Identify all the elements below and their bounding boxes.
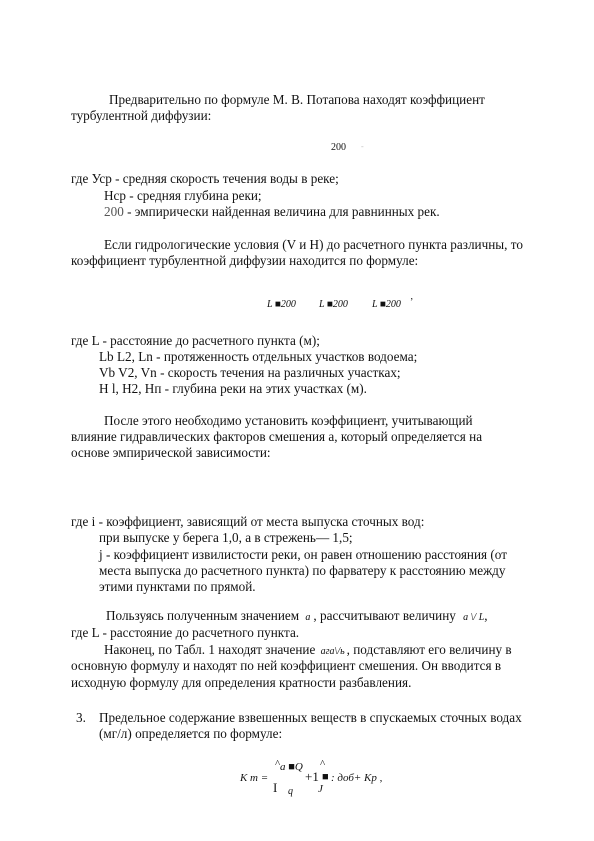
defs2-line-2: Lb L2, Ln - протяженность отдельных участков водоема;	[99, 349, 418, 364]
defs2-line-3: Vb V2, Vn - скорость течения на различных участках;	[99, 365, 401, 380]
para3-line-2: влияние гидравлических факторов смешения а, который определяется на	[71, 429, 483, 444]
defs3-line-1: где i - коэффициент, зависящий от места выпуска сточных вод:	[71, 514, 425, 529]
intro-line-2: турбулентной диффузии:	[71, 108, 212, 123]
para4-line-2: где L - расстояние до расчетного пункта.	[71, 625, 300, 640]
formula-1-value: 200	[331, 142, 346, 153]
formula-3-mid: +1	[305, 769, 319, 784]
item3-line-1: Предельное содержание взвешенных веществ в спускаемых сточных водах	[99, 710, 522, 725]
intro-line-1: Предварительно по формуле М. В. Потапова находят коэффициент	[109, 92, 485, 107]
defs1-line-2: Нср - средняя глубина реки;	[104, 188, 262, 203]
para3-line-3: основе эмпирической зависимости:	[71, 445, 271, 460]
formula-1-mark: -	[361, 142, 364, 151]
formula-3-bottom-q: q	[288, 786, 293, 797]
para2-line-1: Если гидрологические условия (V и Н) до расчетного пункта различны, то	[104, 237, 523, 252]
defs1-line-1: где Уср - средняя скорость течения воды в реке;	[71, 171, 339, 186]
formula-3-caret-1: ^	[275, 758, 281, 770]
formula-2-term-2: L ■200	[319, 299, 348, 310]
para2-line-2: коэффициент турбулентной диффузии находится по формуле:	[71, 253, 419, 268]
defs1-line-3-text: - эмпирически найденная величина для равнинных рек.	[123, 204, 440, 219]
para4-line-4: основную формулу и находят по ней коэффициент смешения. Он вводится в	[71, 658, 502, 673]
para3-line-1: После этого необходимо установить коэффициент, учитывающий	[104, 413, 473, 428]
formula-2-comma: ’	[410, 297, 414, 308]
defs2-line-4: Н l, Н2, Нп - глубина реки на этих участках (м).	[99, 381, 367, 396]
formula-3-caret-2: ^	[320, 758, 326, 770]
defs3-line-3: j - коэффициент извилистости реки, он равен отношению расстояния (от	[99, 547, 507, 562]
formula-3-box: ■	[322, 771, 329, 783]
para4-var-ratio: ага\/ь	[320, 646, 345, 657]
defs1-line-3-number: 200	[104, 204, 124, 219]
item3-line-2: (мг/л) определяется по формуле:	[99, 726, 283, 741]
formula-3-top: а ■Q	[280, 761, 303, 773]
formula-3-lhs: К т =	[240, 772, 269, 784]
para4-line-1-b: , рассчитывают величину	[313, 608, 456, 623]
para4-var-a: а	[305, 612, 311, 623]
item3-number: 3.	[76, 710, 86, 725]
para4-line-3-a: Наконец, по Табл. 1 находят значение	[104, 642, 316, 657]
formula-2-term-1: L ■200	[267, 299, 296, 310]
defs3-line-5: этими пунктами по прямой.	[99, 579, 256, 594]
formula-3-bottom-j: J	[318, 783, 323, 795]
formula-2-term-3: L ■200	[372, 299, 401, 310]
para4-line-5: исходную формулу для определения кратности разбавления.	[71, 675, 412, 690]
para4-line-3-b: , подставляют его величину в	[346, 642, 512, 657]
formula-3-rhs: : доб+ Кр ,	[331, 772, 383, 784]
para4-line-1-a: Пользуясь полученным значением	[106, 608, 300, 623]
defs1-line-3	[104, 204, 440, 220]
para4-line-1	[106, 608, 488, 626]
defs2-line-1: где L - расстояние до расчетного пункта (м);	[71, 333, 320, 348]
defs3-line-2: при выпуске у берега 1,0, а в стрежень— 1,5;	[99, 530, 353, 545]
para4-var-a-over-l: а \/ L	[463, 612, 485, 623]
para4-line-1-c: ,	[484, 608, 488, 623]
formula-3-bottom-i: I	[273, 780, 278, 795]
defs3-line-4: места выпуска до расчетного пункта) по фарватеру к расстоянию между	[99, 563, 506, 578]
